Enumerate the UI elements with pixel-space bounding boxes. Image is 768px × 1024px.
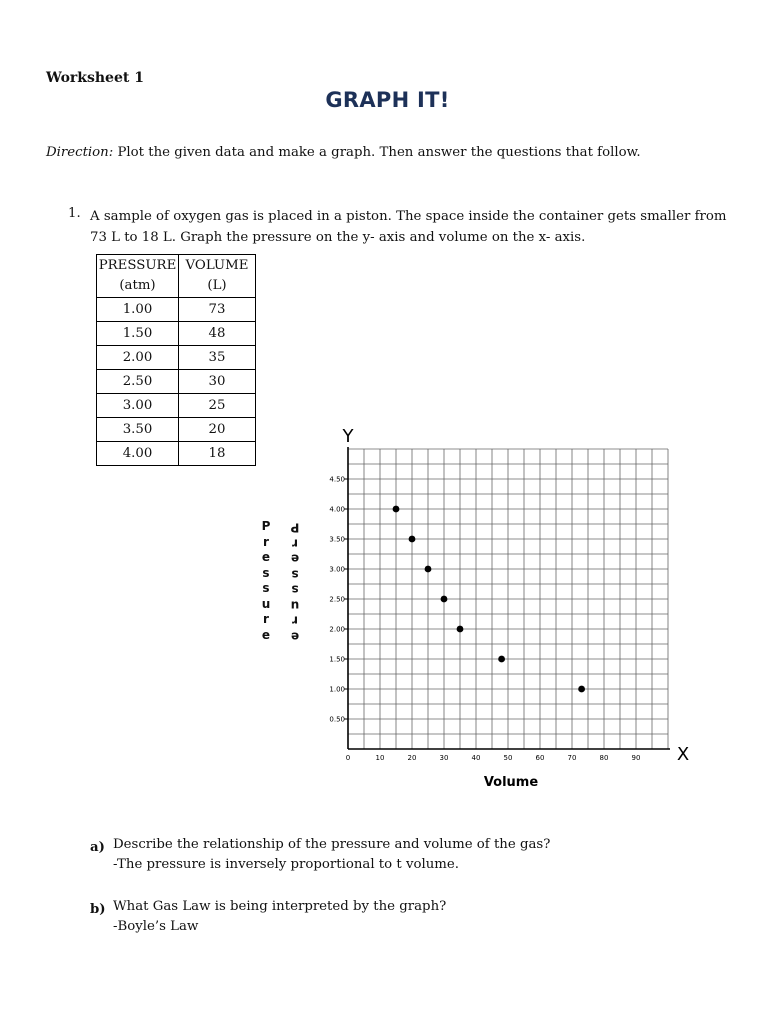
volume-cell: 30 <box>179 370 256 394</box>
x-tick-label: 20 <box>407 754 417 762</box>
x-tick-label: 0 <box>345 754 351 762</box>
data-point <box>393 506 400 513</box>
question-a-answer: -The pressure is inversely proportional to t volume. <box>113 857 459 872</box>
x-tick-label: 40 <box>471 754 481 762</box>
x-axis-label: Volume <box>483 775 539 790</box>
pressure-cell: 1.00 <box>97 298 179 322</box>
vertical-letter: r <box>263 612 269 626</box>
data-point <box>578 686 585 693</box>
pressure-cell: 3.50 <box>97 418 179 442</box>
pressure-header-line2: (atm) <box>119 278 156 293</box>
volume-cell: 48 <box>179 322 256 346</box>
x-tick-label: 10 <box>375 754 385 762</box>
vertical-letter: s <box>262 581 270 595</box>
direction-label: Direction: <box>46 145 114 160</box>
y-tick-label: 0.50 <box>329 715 345 724</box>
vertical-letter: u <box>261 596 271 611</box>
y-tick-label: 2.50 <box>329 595 345 604</box>
question-b-letter: b) <box>90 902 106 917</box>
pressure-cell: 2.00 <box>97 346 179 370</box>
y-tick-label: 3.00 <box>329 565 345 574</box>
pressure-cell: 2.50 <box>97 370 179 394</box>
vertical-letter: s <box>262 565 270 580</box>
y-tick-label: 4.50 <box>329 475 345 484</box>
pressure-header-line1: PRESSURE <box>98 258 177 273</box>
data-point <box>409 536 416 543</box>
y-tick-label: 4.00 <box>329 505 345 514</box>
y-tick-label: 1.50 <box>329 655 345 664</box>
volume-header-line1: VOLUME <box>185 258 249 273</box>
x-tick-label: 90 <box>631 754 641 762</box>
worksheet-label: Worksheet 1 <box>46 70 144 86</box>
page-title: GRAPH IT! <box>325 88 450 112</box>
question-1-text: A sample of oxygen gas is placed in a piston. The space inside the container gets smaller from 73 L to 18 L. Graph the pressure on the y- axis and volume on the x- axis. <box>90 209 727 245</box>
y-tick-label: 1.00 <box>329 685 345 694</box>
vertical-letter: e <box>261 550 271 564</box>
pressure-cell: 3.00 <box>97 394 179 418</box>
question-a-letter: a) <box>90 840 105 855</box>
vertical-letter: r <box>292 613 298 628</box>
volume-cell: 20 <box>179 418 256 442</box>
question-a-body <box>113 835 550 875</box>
pressure-cell: 1.50 <box>97 322 179 346</box>
data-point <box>425 566 432 573</box>
question-1-number: 1. <box>68 206 81 221</box>
data-point <box>441 596 448 603</box>
vertical-letter: s <box>291 567 299 581</box>
vertical-letter: r <box>292 536 298 550</box>
data-point <box>498 656 505 663</box>
x-tick-label: 50 <box>503 754 513 762</box>
volume-cell: 18 <box>179 442 256 466</box>
vertical-letter: s <box>291 582 299 597</box>
y-tick-label: 3.50 <box>329 535 345 544</box>
x-tick-label: 30 <box>439 754 449 762</box>
pressure-cell: 4.00 <box>97 442 179 466</box>
x-axis-letter: X <box>676 744 690 765</box>
question-b <box>90 898 106 917</box>
x-tick-label: 60 <box>535 754 545 762</box>
x-tick-label: 70 <box>567 754 577 762</box>
volume-header-line2: (L) <box>207 278 227 293</box>
x-tick-label: 80 <box>599 754 609 762</box>
question-b-text: What Gas Law is being interpreted by the graph? <box>113 899 447 914</box>
volume-cell: 25 <box>179 394 256 418</box>
volume-cell: 73 <box>179 298 256 322</box>
question-a-text: Describe the relationship of the pressure and volume of the gas? <box>113 837 551 852</box>
y-axis-letter: Y <box>342 426 354 447</box>
question-b-answer: -Boyle’s Law <box>113 919 199 934</box>
vertical-letter: r <box>263 534 269 549</box>
vertical-letter: e <box>290 551 300 566</box>
vertical-letter: e <box>290 629 300 643</box>
vertical-letter: P <box>261 519 271 533</box>
vertical-letter: e <box>261 627 271 642</box>
volume-cell: 35 <box>179 346 256 370</box>
data-point <box>457 626 464 633</box>
vertical-letter: P <box>290 520 300 535</box>
direction-text: Plot the given data and make a graph. Then answer the questions that follow. <box>113 145 641 160</box>
graph-grid <box>348 449 668 749</box>
question-a <box>90 836 105 855</box>
vertical-letter: u <box>290 598 300 612</box>
y-tick-label: 2.00 <box>329 625 345 634</box>
question-b-body <box>113 897 446 937</box>
